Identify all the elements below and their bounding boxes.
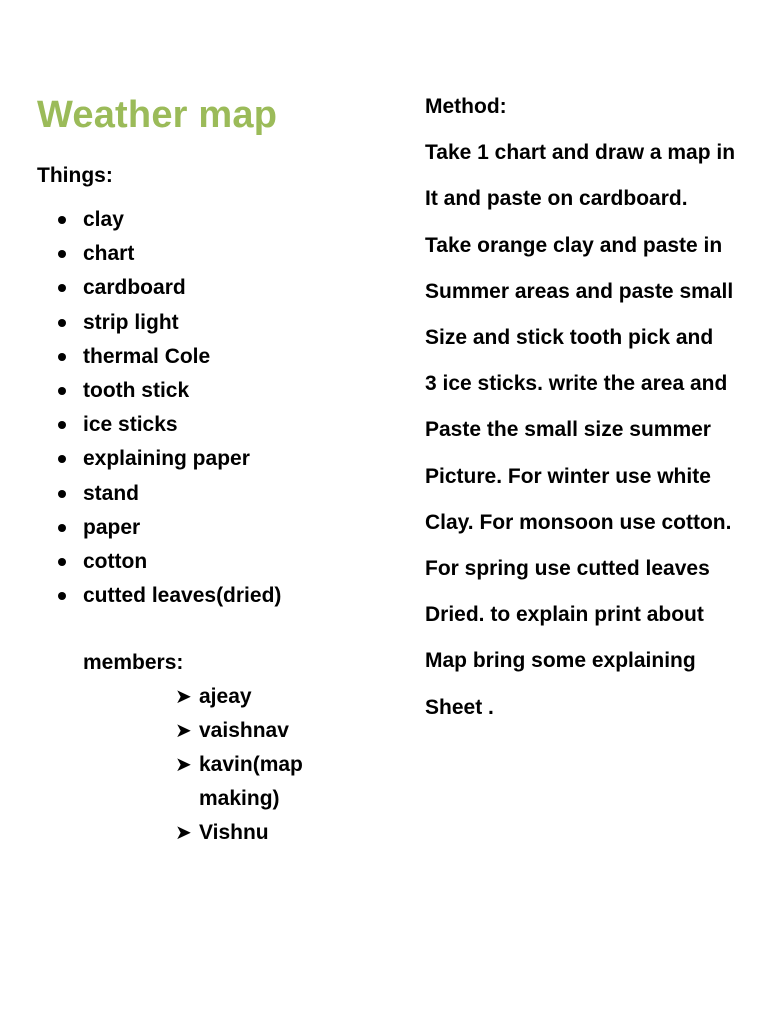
method-line: Size and stick tooth pick and: [425, 326, 714, 350]
list-item-label: tooth stick: [83, 379, 190, 403]
bullet-icon: [58, 284, 66, 292]
members-list: [37, 680, 377, 850]
method-line: Dried. to explain print about: [425, 603, 704, 627]
method-line: Summer areas and paste small: [425, 279, 734, 303]
list-item: [175, 748, 329, 816]
list-item-label: ice sticks: [83, 413, 178, 437]
list-item-label: chart: [83, 242, 135, 266]
list-item: [175, 680, 329, 714]
bullet-icon: [58, 319, 66, 327]
list-item: [37, 408, 377, 442]
bullet-icon: [58, 455, 66, 463]
things-heading: Things:: [37, 164, 113, 187]
list-item: [37, 579, 377, 613]
list-item-label: paper: [83, 515, 141, 539]
list-item: [37, 545, 377, 579]
bullet-icon: [58, 558, 66, 566]
member-name: Vishnu: [199, 821, 269, 845]
list-item: [37, 340, 377, 374]
list-item-label: cutted leaves(dried): [83, 584, 282, 608]
left-column: [37, 88, 377, 850]
member-name: kavin(map making): [199, 753, 303, 811]
member-name: vaishnav: [199, 719, 289, 743]
bullet-icon: [58, 387, 66, 395]
list-item-label: stand: [83, 481, 140, 505]
list-item: [37, 511, 377, 545]
list-item: [175, 816, 329, 850]
list-item-label: cotton: [83, 550, 148, 574]
list-item: [37, 374, 377, 408]
list-item-label: cardboard: [83, 276, 186, 300]
bullet-icon: [58, 490, 66, 498]
things-list: [37, 203, 377, 613]
list-item: [37, 477, 377, 511]
right-column: [425, 84, 768, 731]
arrowhead-icon: ➤: [175, 822, 192, 845]
list-item-label: strip light: [83, 310, 179, 334]
bullet-icon: [58, 216, 66, 224]
list-item: [175, 714, 329, 748]
bullet-icon: [58, 353, 66, 361]
arrowhead-icon: ➤: [175, 754, 192, 777]
method-line: For spring use cutted leaves: [425, 557, 710, 581]
list-item-label: explaining paper: [83, 447, 250, 471]
list-item-label: thermal Cole: [83, 344, 211, 368]
bullet-icon: [58, 592, 66, 600]
member-name: ajeay: [199, 685, 252, 709]
bullet-icon: [58, 250, 66, 258]
method-line: It and paste on cardboard.: [425, 187, 688, 211]
method-line: Paste the small size summer: [425, 418, 711, 442]
method-line: Map bring some explaining: [425, 649, 696, 673]
method-line: Take 1 chart and draw a map in: [425, 141, 736, 165]
method-line: Sheet .: [425, 695, 494, 719]
method-heading: Method:: [425, 95, 507, 118]
method-line: 3 ice sticks. write the area and: [425, 372, 728, 396]
bullet-icon: [58, 421, 66, 429]
method-line: Clay. For monsoon use cotton.: [425, 510, 732, 534]
arrowhead-icon: ➤: [175, 720, 192, 743]
list-item: [37, 442, 377, 476]
members-heading: members:: [83, 651, 184, 675]
document-title: Weather map: [37, 94, 278, 136]
bullet-icon: [58, 524, 66, 532]
list-item: [37, 203, 377, 237]
list-item: [37, 271, 377, 305]
arrowhead-icon: ➤: [175, 686, 192, 709]
method-line: Picture. For winter use white: [425, 464, 711, 488]
list-item: [37, 237, 377, 271]
list-item-label: clay: [83, 208, 124, 231]
list-item: [37, 306, 377, 340]
method-line: Take orange clay and paste in: [425, 233, 723, 257]
